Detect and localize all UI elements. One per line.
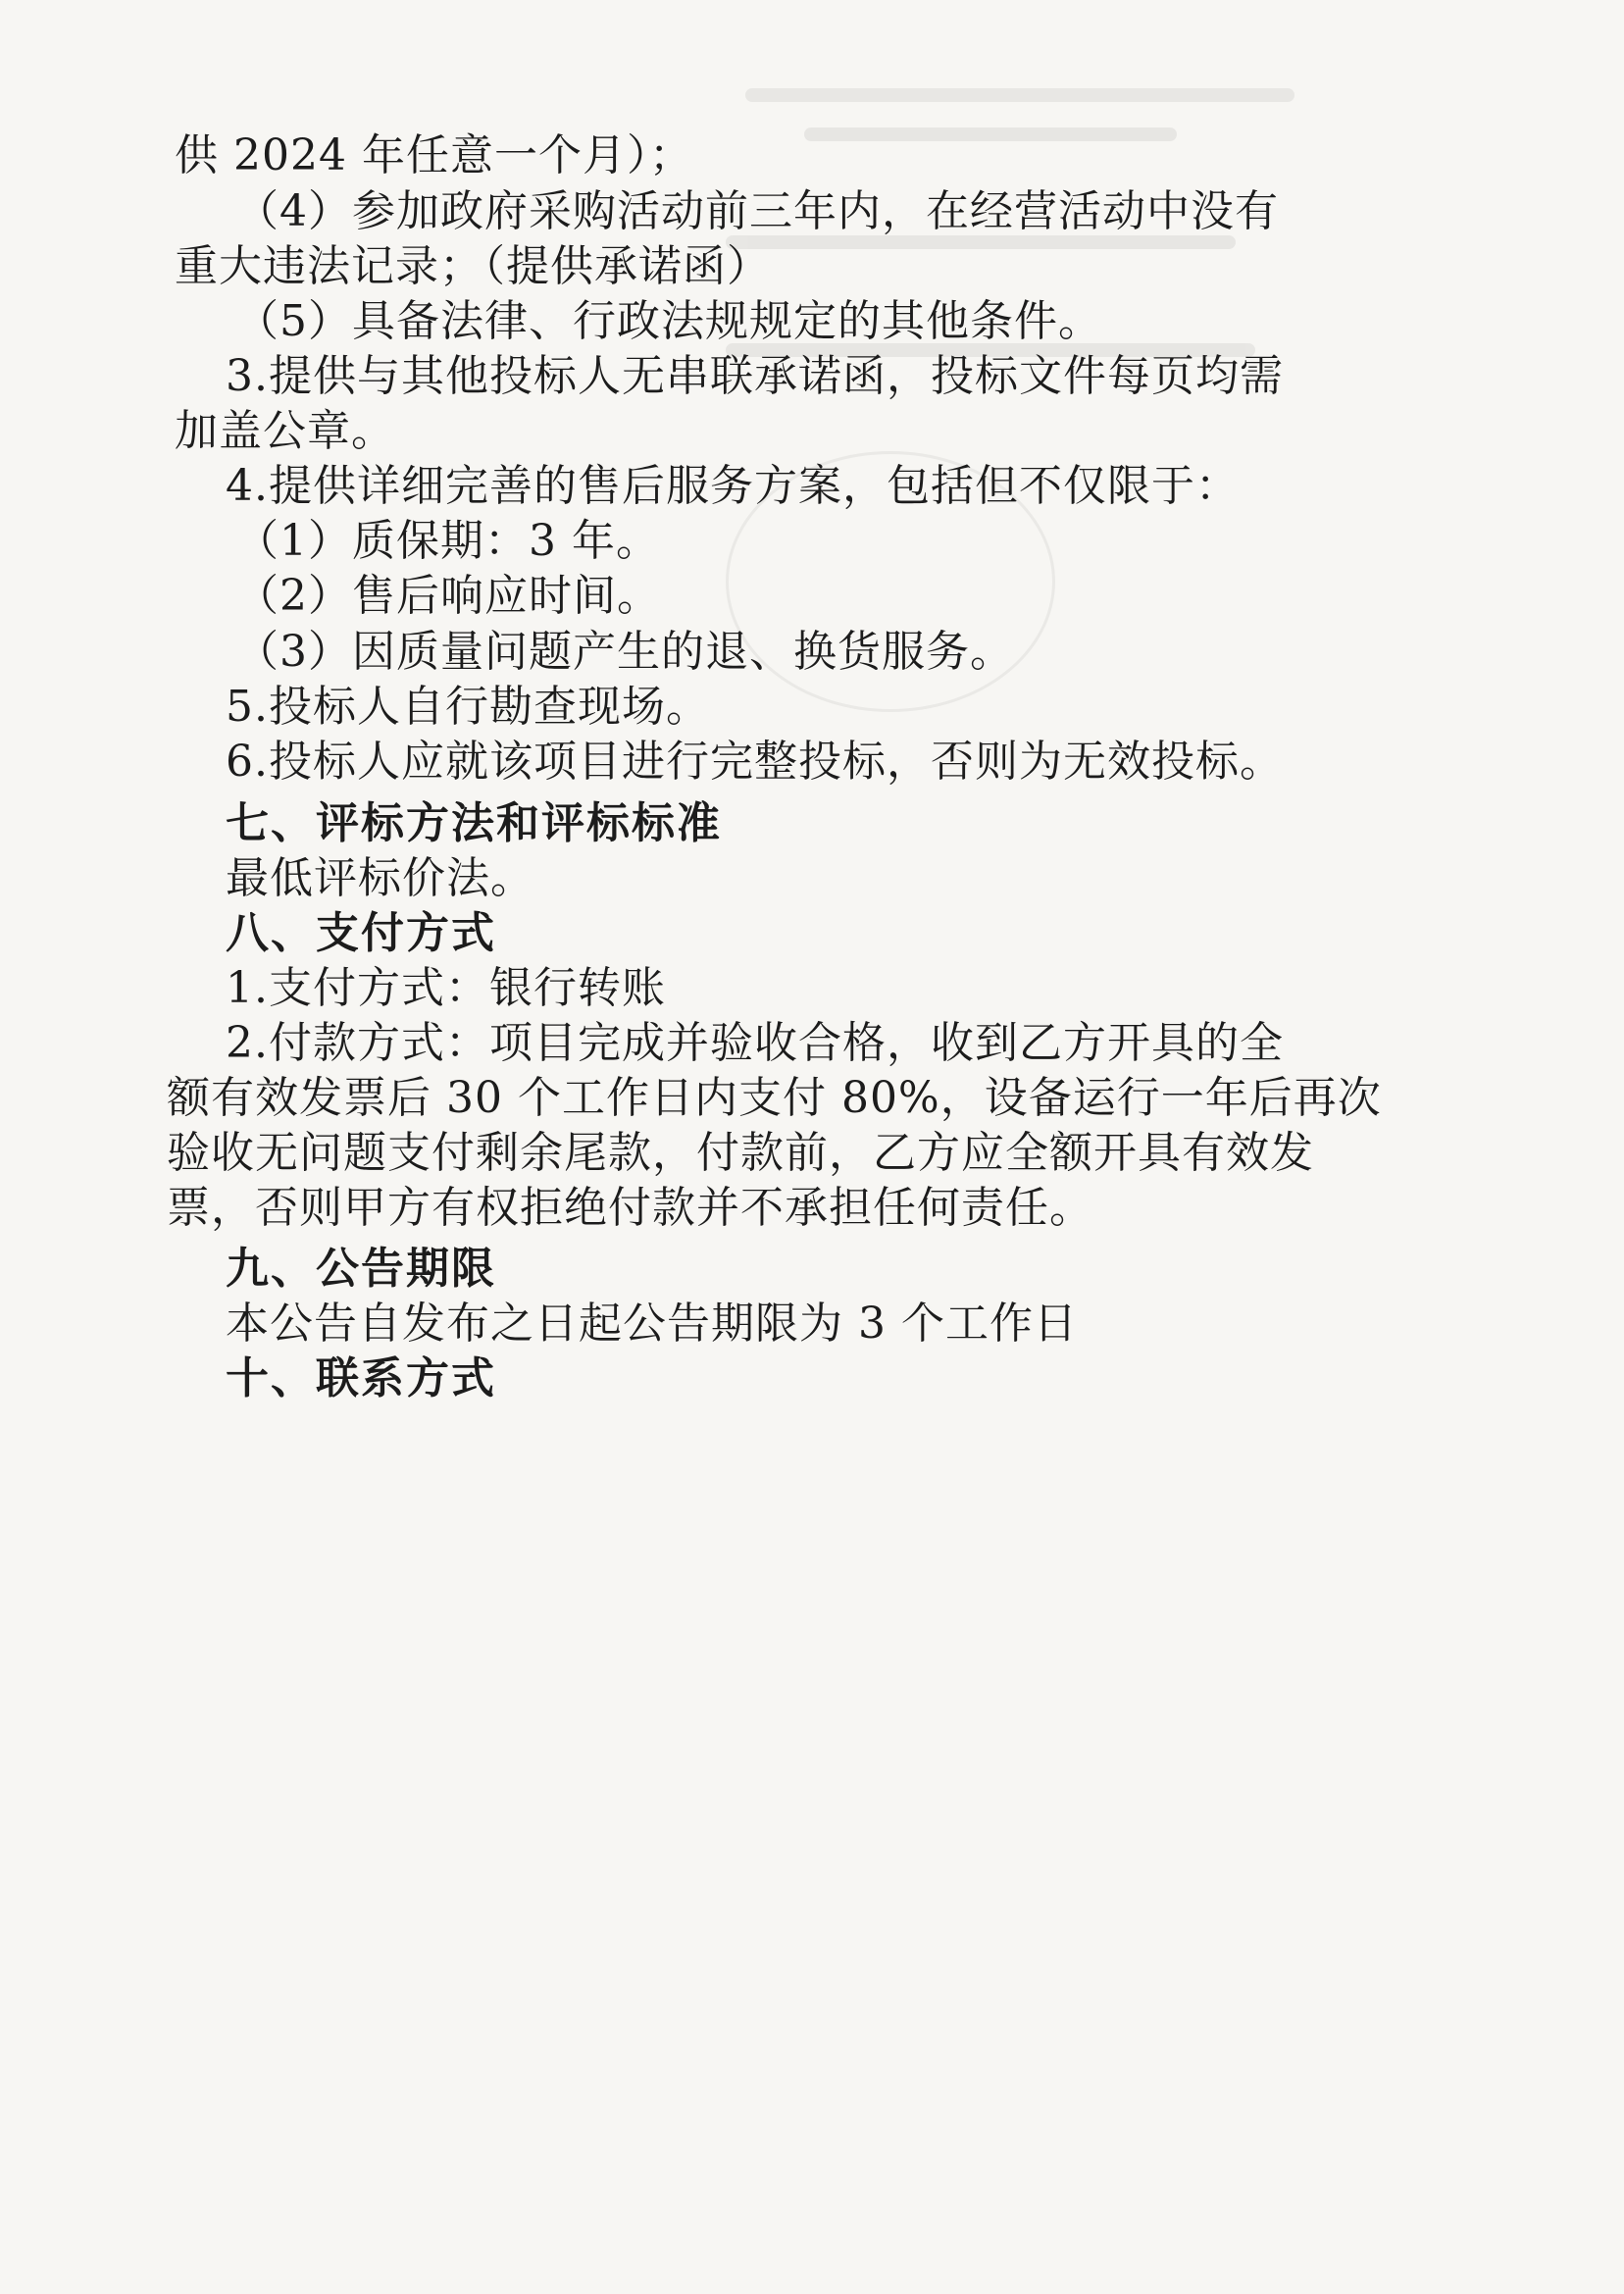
text-line: 验收无问题支付剩余尾款，付款前，乙方应全额开具有效发 [167, 1128, 1314, 1178]
text-line: （1）质保期：3 年。 [235, 516, 660, 566]
text-line: 本公告自发布之日起公告期限为 3 个工作日 [226, 1299, 1078, 1349]
text-line: 3.提供与其他投标人无串联承诺函，投标文件每页均需 [226, 351, 1284, 401]
text-line: 最低评标价法。 [226, 853, 534, 903]
text-line: 5.投标人自行勘查现场。 [226, 682, 710, 732]
text-line: 票，否则甲方有权拒绝付款并不承担任何责任。 [167, 1183, 1093, 1233]
text-line: （4）参加政府采购活动前三年内，在经营活动中没有 [235, 186, 1279, 236]
text-line: 额有效发票后 30 个工作日内支付 80%，设备运行一年后再次 [167, 1073, 1382, 1123]
text-line: （2）售后响应时间。 [235, 571, 661, 621]
text-line: 6.投标人应就该项目进行完整投标，否则为无效投标。 [226, 737, 1284, 787]
section-heading: 七、评标方法和评标标准 [226, 798, 722, 848]
text-line: （5）具备法律、行政法规规定的其他条件。 [235, 296, 1102, 346]
section-heading: 九、公告期限 [226, 1244, 496, 1294]
section-heading: 八、支付方式 [226, 908, 496, 958]
text-line: 4.提供详细完善的售后服务方案，包括但不仅限于： [226, 461, 1240, 511]
text-line: 2.付款方式：项目完成并验收合格，收到乙方开具的全 [226, 1018, 1284, 1068]
text-line: （3）因质量问题产生的退、换货服务。 [235, 627, 1014, 677]
text-line: 重大违法记录；（提供承诺函） [175, 241, 771, 291]
section-heading: 十、联系方式 [226, 1353, 496, 1403]
text-line: 1.支付方式：银行转账 [226, 963, 666, 1013]
text-line: 供 2024 年任意一个月）； [175, 130, 693, 180]
text-line: 加盖公章。 [175, 406, 395, 456]
